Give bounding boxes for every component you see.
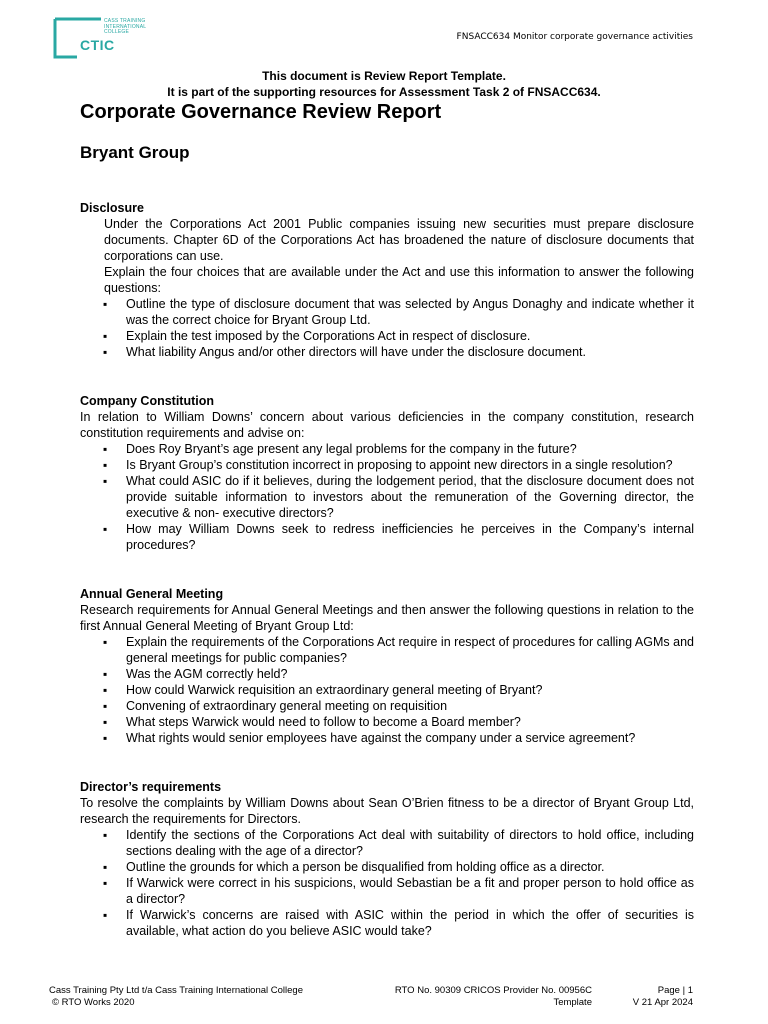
list-item: ▪ Is Bryant Group’s constitution incorrect in proposing to appoint new directors in a single resolution? bbox=[126, 457, 694, 473]
list-item: ▪ What liability Angus and/or other directors will have under the disclosure document. bbox=[126, 344, 694, 360]
logo-college-name bbox=[104, 19, 146, 36]
bullet-list bbox=[80, 634, 694, 746]
footer-template: Template bbox=[553, 997, 592, 1008]
footer-middle bbox=[378, 985, 592, 1009]
list-item: ▪ What could ASIC do if it believes, during the lodgement period, that the disclosure document does not provide suitable information to investors about the remuneration of the Governing director, the executive & non- executive directors? bbox=[126, 473, 694, 521]
section-constitution bbox=[80, 393, 694, 553]
section-heading: Disclosure bbox=[80, 201, 144, 215]
list-item: ▪ Was the AGM correctly held? bbox=[126, 666, 694, 682]
list-item: ▪ Outline the grounds for which a person be disqualified from holding office as a director. bbox=[126, 859, 694, 875]
footer-copyright: © RTO Works 2020 bbox=[52, 997, 135, 1008]
list-item: ▪ Explain the requirements of the Corporations Act require in respect of procedures for calling AGMs and general meetings for public companies? bbox=[126, 634, 694, 666]
section-paragraph: Research requirements for Annual General Meetings and then answer the following questions in relation to the first Annual General Meeting of Bryant Group Ltd: bbox=[80, 603, 694, 633]
footer-left bbox=[49, 985, 303, 1009]
section-heading: Director’s requirements bbox=[80, 780, 222, 794]
footer-version: V 21 Apr 2024 bbox=[632, 997, 693, 1008]
intro-line-2: It is part of the supporting resources for Assessment Task 2 of FNSACC634. bbox=[167, 85, 601, 99]
list-item: ▪ How could Warwick requisition an extraordinary general meeting of Bryant? bbox=[126, 682, 694, 698]
list-item: ▪ What steps Warwick would need to follow to become a Board member? bbox=[126, 714, 694, 730]
logo-text bbox=[53, 17, 153, 59]
list-item: ▪ Identify the sections of the Corporations Act deal with suitability of directors to hold office, including sections dealing with the age of a director? bbox=[126, 827, 694, 859]
bullet-list bbox=[80, 827, 694, 939]
list-item: ▪ Convening of extraordinary general meeting on requisition bbox=[126, 698, 694, 714]
section-disclosure bbox=[80, 200, 694, 360]
section-paragraph: Explain the four choices that are available under the Act and use this information to answer the following questions: bbox=[104, 265, 694, 295]
bullet-list bbox=[80, 441, 694, 553]
footer-company: Cass Training Pty Ltd t/a Cass Training International College bbox=[49, 985, 303, 996]
logo-line-1: CASS TRAINING bbox=[104, 18, 146, 24]
page-title: Corporate Governance Review Report bbox=[80, 101, 442, 123]
intro-line-1: This document is Review Report Template. bbox=[262, 69, 506, 83]
footer-rto: RTO No. 90309 CRICOS Provider No. 00956C bbox=[394, 985, 592, 996]
list-item: ▪ Does Roy Bryant’s age present any legal problems for the company in the future? bbox=[126, 441, 694, 457]
page-subtitle: Bryant Group bbox=[80, 143, 190, 162]
section-heading: Annual General Meeting bbox=[80, 587, 224, 601]
footer-page-number: Page | 1 bbox=[657, 985, 693, 996]
bullet-list bbox=[80, 296, 694, 360]
section-directors bbox=[80, 779, 694, 939]
list-item: ▪ Explain the test imposed by the Corporations Act in respect of disclosure. bbox=[126, 328, 694, 344]
logo-line-3: COLLEGE bbox=[104, 29, 130, 35]
section-paragraph: To resolve the complaints by William Downs about Sean O’Brien fitness to be a director of Bryant Group Ltd, research the requirements for Directors. bbox=[80, 796, 694, 826]
logo-line-2: INTERNATIONAL bbox=[104, 23, 147, 30]
list-item: ▪ What rights would senior employees have against the company under a service agreement? bbox=[126, 730, 694, 746]
list-item: ▪ If Warwick were correct in his suspicions, would Sebastian be a fit and proper person to hold office as a director? bbox=[126, 875, 694, 907]
list-item: ▪ If Warwick’s concerns are raised with ASIC within the period in which the offer of securities is available, what action do you believe ASIC would take? bbox=[126, 907, 694, 939]
footer-right bbox=[600, 985, 693, 1009]
unit-header: FNSACC634 Monitor corporate governance activities bbox=[456, 32, 693, 42]
section-paragraph: Under the Corporations Act 2001 Public companies issuing new securities must prepare disclosure documents. Chapter 6D of the Corporations Act has broadened the nature of disclosure documents that corporations can use. bbox=[104, 217, 694, 263]
section-agm bbox=[80, 586, 694, 746]
logo-mark: CTIC bbox=[80, 37, 115, 53]
list-item: ▪ Outline the type of disclosure document that was selected by Angus Donaghy and indicate whether it was the correct choice for Bryant Group Ltd. bbox=[126, 296, 694, 328]
list-item: ▪ How may William Downs seek to redress inefficiencies he perceives in the Company’s internal procedures? bbox=[126, 521, 694, 553]
section-heading: Company Constitution bbox=[80, 394, 215, 408]
section-paragraph: In relation to William Downs’ concern about various deficiencies in the company constitution, research constitution requirements and advise on: bbox=[80, 410, 694, 440]
